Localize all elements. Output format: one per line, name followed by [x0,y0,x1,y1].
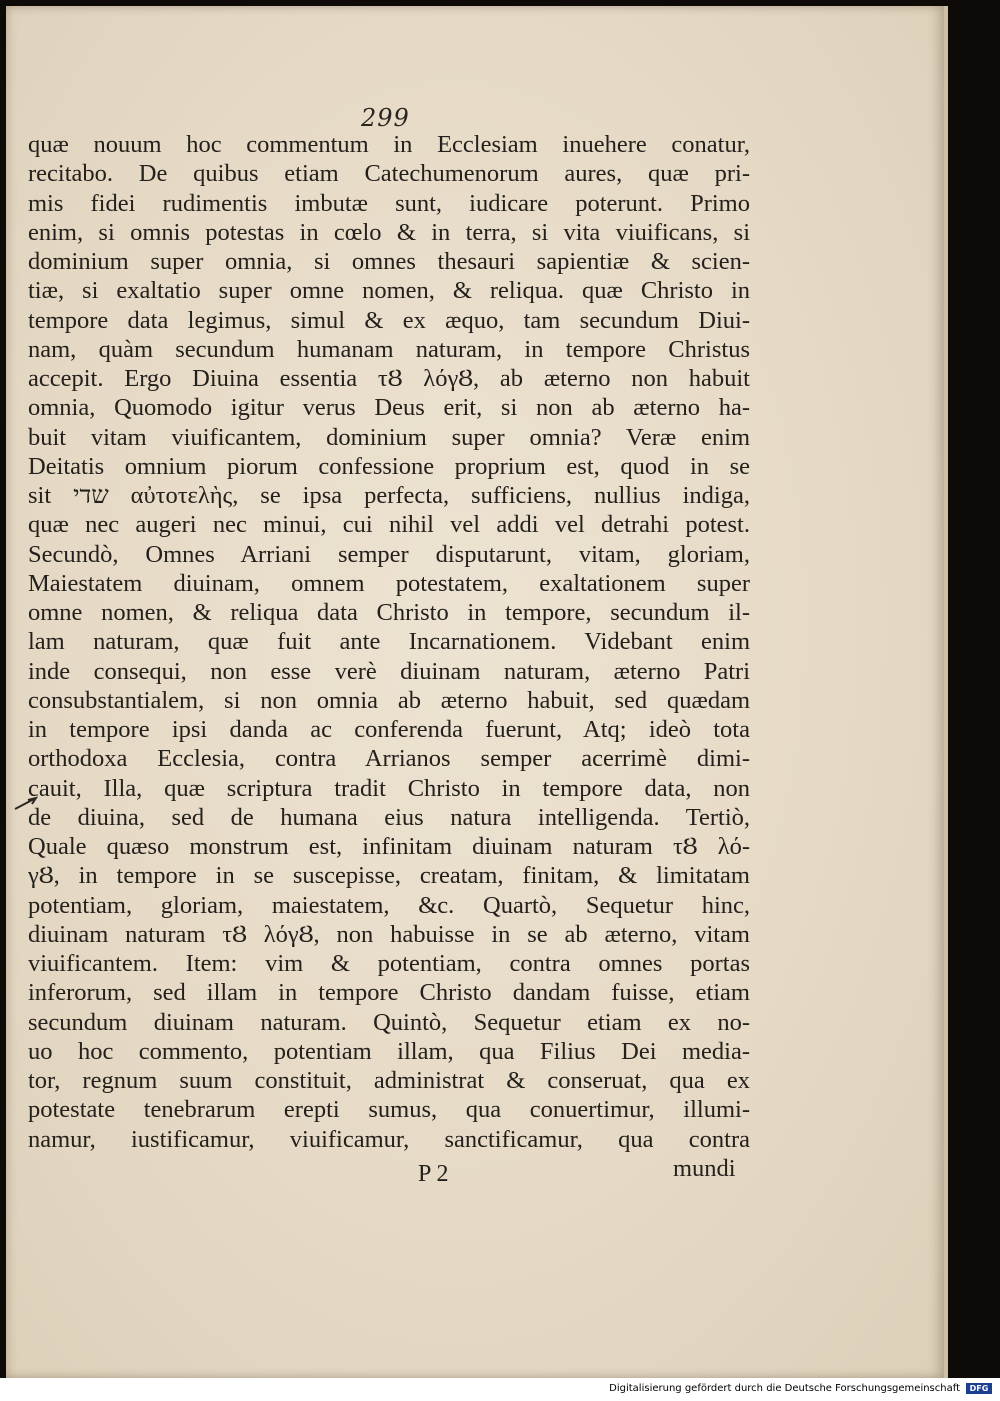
text-line: Secundò, Omnes Arriani semper disputarunt, vitam, gloriam, [28,540,750,568]
text-line: inferorum, sed illam in tempore Christo dandam fuisse, etiam [28,979,750,1007]
text-line: tiæ, si exaltatio super omne nomen, & reliqua. quæ Christo in [28,277,750,305]
page-number: 299 [361,104,410,132]
text-line: sit שדי αὐτοτελὴς, se ipsa perfecta, sufficiens, nullius indiga, [28,482,750,509]
text-line: mis fidei rudimentis imbutæ sunt, iudicare poterunt. Primo [28,189,750,217]
digitization-credit-bar [0,1378,1000,1401]
text-line: cauit, Illa, quæ scriptura tradit Christo in tempore data, non [28,774,750,802]
text-line: potentiam, gloriam, maiestatem, &c. Quartò, Sequetur hinc, [28,891,750,919]
digitization-credit: Digitalisierung gefördert durch die Deutsche Forschungsgemeinschaft [609,1383,960,1394]
text-line: γȢ, in tempore in se suscepisse, creatam, finitam, & limitatam [28,862,750,890]
text-line: Deitatis omnium piorum confessione proprium est, quod in se [28,452,750,480]
book-page [6,6,944,1378]
text-line: lam naturam, quæ fuit ante Incarnationem. Videbant enim [28,628,750,656]
body-text [28,130,750,1154]
text-line: Maiestatem diuinam, omnem potestatem, exaltationem super [28,569,750,597]
text-line: recitabo. De quibus etiam Catechumenorum aures, quæ pri- [28,160,750,188]
margin-pen-mark-icon [14,796,38,810]
catchword: mundi [673,1155,736,1182]
page-footer [6,1155,1000,1195]
text-line: uo hoc commento, potentiam illam, qua Filius Dei media- [28,1037,750,1065]
text-line: accepit. Ergo Diuina essentia τȢ λόγȢ, ab æterno non habuit [28,365,750,392]
text-line: potestate tenebrarum erepti sumus, qua conuertimur, illumi- [28,1096,750,1124]
text-line: enim, si omnis potestas in cœlo & in terra, si vita viuificans, si [28,218,750,246]
text-line: inde consequi, non esse verè diuinam naturam, æterno Patri [28,657,750,685]
text-line: namur, iustificamur, viuificamur, sanctificamur, qua contra [28,1125,750,1153]
text-line: diuinam naturam τȢ λόγȢ, non habuisse in se ab æterno, vitam [28,920,750,948]
page-edge [944,6,948,1378]
text-line: dominium super omnia, si omnes thesauri sapientiæ & scien- [28,248,750,275]
text-line: viuificantem. Item: vim & potentiam, contra omnes portas [28,950,750,977]
text-line: buit vitam viuificantem, dominium super omnia? Veræ enim [28,423,750,451]
text-line: consubstantialem, si non omnia ab æterno habuit, sed quædam [28,686,750,714]
text-line: de diuina, sed de humana eius natura intelligenda. Tertiò, [28,803,750,831]
text-line: nam, quàm secundum humanam naturam, in tempore Christus [28,335,750,363]
text-line: omnia, Quomodo igitur verus Deus erit, si non ab æterno ha- [28,394,750,422]
text-line: in tempore ipsi danda ac conferenda fuerunt, Atq; ideò tota [28,716,750,743]
text-line: omne nomen, & reliqua data Christo in tempore, secundum il- [28,599,750,626]
text-line: tor, regnum suum constituit, administrat & conseruat, qua ex [28,1067,750,1094]
signature-mark: P 2 [418,1161,449,1187]
dfg-logo[interactable]: DFG [966,1383,992,1394]
text-line: quæ nouum hoc commentum in Ecclesiam inuehere conatur, [28,131,750,158]
text-line: orthodoxa Ecclesia, contra Arrianos semper acerrimè dimi- [28,745,750,773]
text-line: quæ nec augeri nec minui, cui nihil vel addi vel detrahi potest. [28,511,750,539]
text-line: secundum diuinam naturam. Quintò, Sequetur etiam ex no- [28,1008,750,1036]
text-line: tempore data legimus, simul & ex æquo, tam secundum Diui- [28,306,750,334]
text-line: Quale quæso monstrum est, infinitam diuinam naturam τȢ λό- [28,833,750,860]
